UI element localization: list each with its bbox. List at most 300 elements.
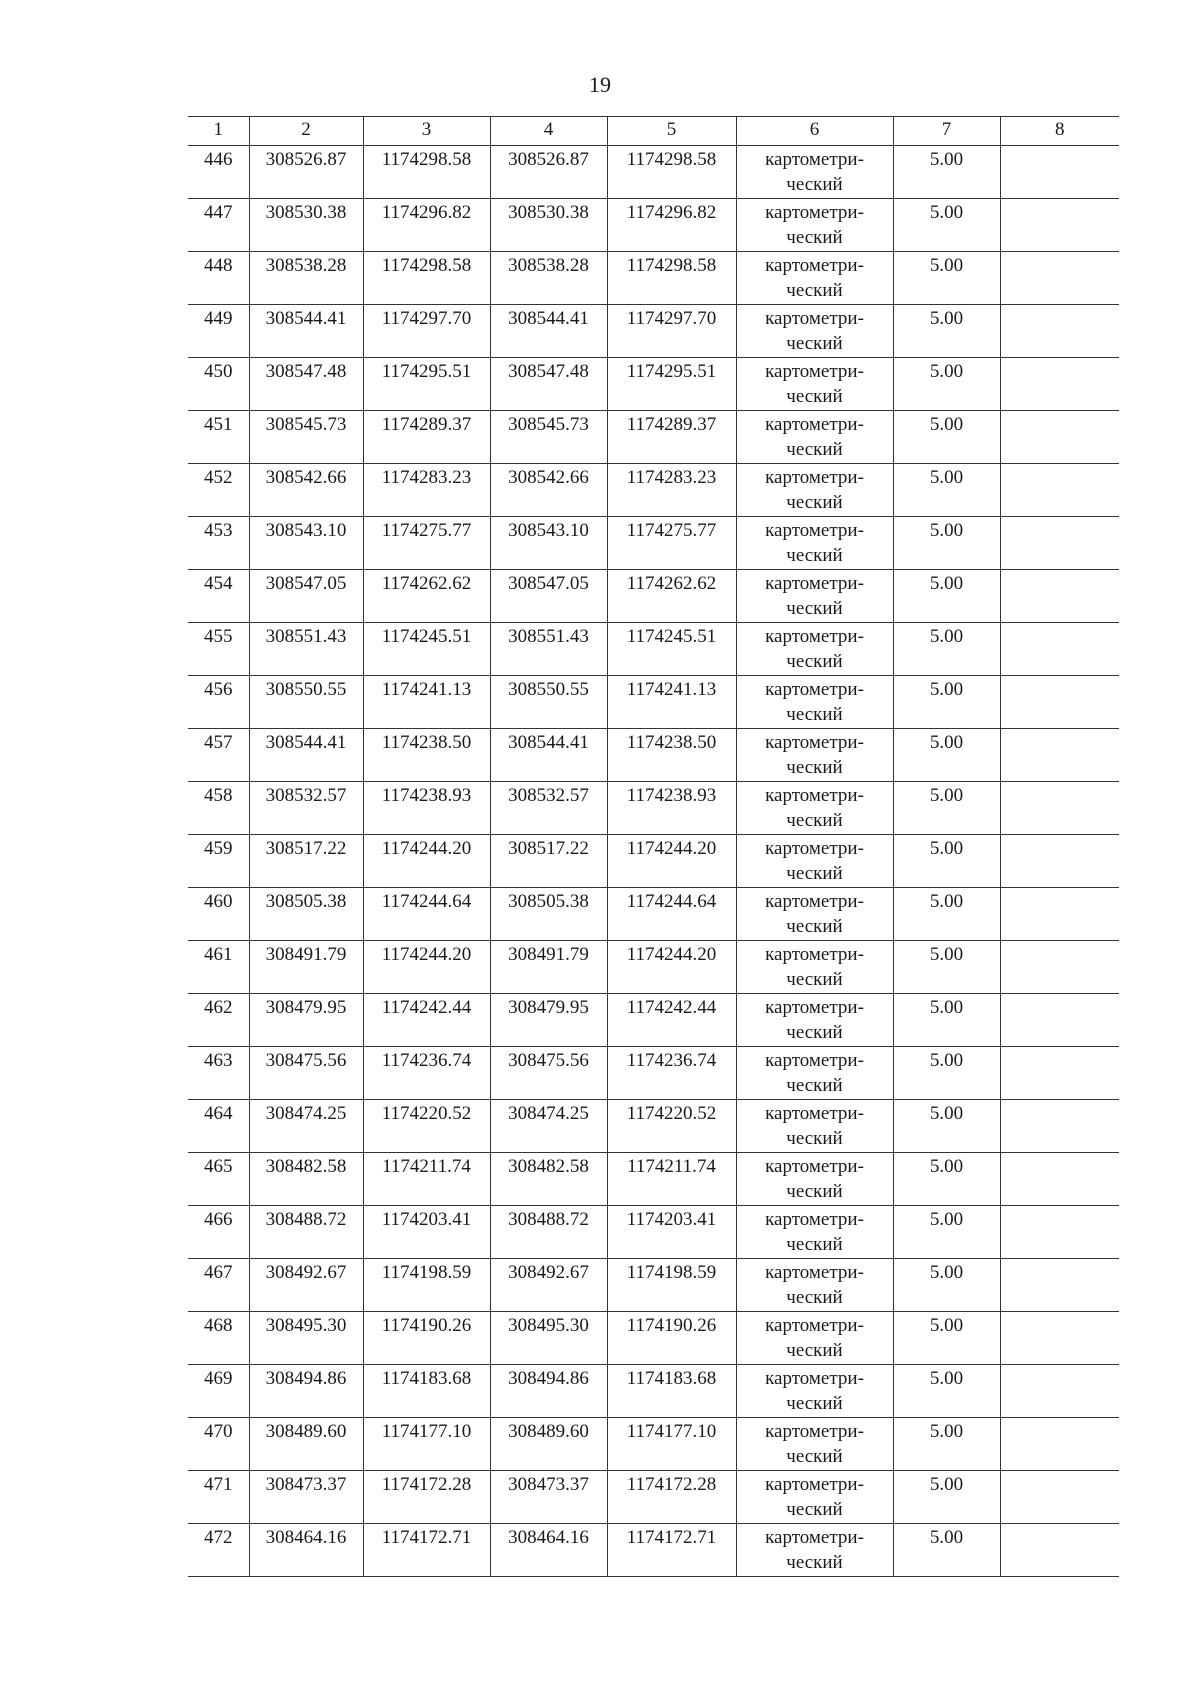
y-existing-cell: 1174296.82: [363, 199, 490, 252]
method-cell: [736, 411, 893, 464]
y-refined-cell: 1174296.82: [607, 199, 736, 252]
method-line: ческий: [786, 545, 843, 566]
method-cell: [736, 358, 893, 411]
table-row: [188, 1312, 1119, 1365]
y-refined-cell: 1174183.68: [607, 1365, 736, 1418]
y-refined-cell: 1174295.51: [607, 358, 736, 411]
method-line: ческий: [786, 651, 843, 672]
accuracy-cell: 5.00: [893, 676, 1000, 729]
table-row: [188, 888, 1119, 941]
table-row: [188, 1524, 1119, 1577]
method-cell: [736, 252, 893, 305]
method-cell: [736, 1047, 893, 1100]
x-existing-cell: 308482.58: [249, 1153, 363, 1206]
y-refined-cell: 1174238.93: [607, 782, 736, 835]
x-existing-cell: 308544.41: [249, 305, 363, 358]
y-existing-cell: 1174283.23: [363, 464, 490, 517]
note-cell: [1000, 994, 1119, 1047]
accuracy-cell: 5.00: [893, 411, 1000, 464]
method-line: картометри-: [765, 573, 864, 594]
y-refined-cell: 1174177.10: [607, 1418, 736, 1471]
method-line: ческий: [786, 1446, 843, 1467]
y-refined-cell: 1174289.37: [607, 411, 736, 464]
y-existing-cell: 1174203.41: [363, 1206, 490, 1259]
point-number-cell: 463: [188, 1047, 249, 1100]
method-line: картометри-: [765, 308, 864, 329]
method-line: ческий: [786, 174, 843, 195]
x-existing-cell: 308526.87: [249, 146, 363, 199]
header-cell: 6: [736, 117, 893, 146]
method-line: ческий: [786, 439, 843, 460]
y-refined-cell: 1174211.74: [607, 1153, 736, 1206]
table-row: [188, 729, 1119, 782]
accuracy-cell: 5.00: [893, 199, 1000, 252]
accuracy-cell: 5.00: [893, 464, 1000, 517]
y-refined-cell: 1174283.23: [607, 464, 736, 517]
point-number-cell: 457: [188, 729, 249, 782]
x-existing-cell: 308489.60: [249, 1418, 363, 1471]
method-line: ческий: [786, 1552, 843, 1573]
point-number-cell: 460: [188, 888, 249, 941]
note-cell: [1000, 835, 1119, 888]
method-line: ческий: [786, 227, 843, 248]
method-line: ческий: [786, 757, 843, 778]
accuracy-cell: 5.00: [893, 1153, 1000, 1206]
header-cell: 3: [363, 117, 490, 146]
accuracy-cell: 5.00: [893, 835, 1000, 888]
y-existing-cell: 1174236.74: [363, 1047, 490, 1100]
y-existing-cell: 1174262.62: [363, 570, 490, 623]
method-line: картометри-: [765, 1474, 864, 1495]
y-refined-cell: 1174244.20: [607, 941, 736, 994]
y-existing-cell: 1174198.59: [363, 1259, 490, 1312]
y-refined-cell: 1174241.13: [607, 676, 736, 729]
y-refined-cell: 1174236.74: [607, 1047, 736, 1100]
x-existing-cell: 308474.25: [249, 1100, 363, 1153]
method-line: картометри-: [765, 1050, 864, 1071]
x-refined-cell: 308550.55: [490, 676, 607, 729]
method-line: ческий: [786, 969, 843, 990]
method-line: картометри-: [765, 679, 864, 700]
method-line: ческий: [786, 1234, 843, 1255]
table-row: [188, 305, 1119, 358]
point-number-cell: 472: [188, 1524, 249, 1577]
point-number-cell: 469: [188, 1365, 249, 1418]
x-refined-cell: 308544.41: [490, 729, 607, 782]
method-line: картометри-: [765, 1421, 864, 1442]
table-row: [188, 941, 1119, 994]
point-number-cell: 470: [188, 1418, 249, 1471]
y-existing-cell: 1174238.93: [363, 782, 490, 835]
point-number-cell: 464: [188, 1100, 249, 1153]
accuracy-cell: 5.00: [893, 1206, 1000, 1259]
y-existing-cell: 1174211.74: [363, 1153, 490, 1206]
accuracy-cell: 5.00: [893, 1365, 1000, 1418]
x-refined-cell: 308544.41: [490, 305, 607, 358]
table-row: [188, 146, 1119, 199]
accuracy-cell: 5.00: [893, 1524, 1000, 1577]
note-cell: [1000, 1100, 1119, 1153]
y-existing-cell: 1174242.44: [363, 994, 490, 1047]
method-cell: [736, 623, 893, 676]
method-cell: [736, 835, 893, 888]
method-line: ческий: [786, 1393, 843, 1414]
table-row: [188, 1471, 1119, 1524]
x-refined-cell: 308517.22: [490, 835, 607, 888]
note-cell: [1000, 1471, 1119, 1524]
header-cell: 8: [1000, 117, 1119, 146]
x-refined-cell: 308530.38: [490, 199, 607, 252]
x-existing-cell: 308530.38: [249, 199, 363, 252]
x-refined-cell: 308489.60: [490, 1418, 607, 1471]
y-refined-cell: 1174203.41: [607, 1206, 736, 1259]
point-number-cell: 448: [188, 252, 249, 305]
point-number-cell: 452: [188, 464, 249, 517]
header-cell: 4: [490, 117, 607, 146]
method-line: ческий: [786, 1181, 843, 1202]
method-line: ческий: [786, 386, 843, 407]
accuracy-cell: 5.00: [893, 1471, 1000, 1524]
x-existing-cell: 308545.73: [249, 411, 363, 464]
y-refined-cell: 1174190.26: [607, 1312, 736, 1365]
x-existing-cell: 308532.57: [249, 782, 363, 835]
method-line: картометри-: [765, 891, 864, 912]
note-cell: [1000, 570, 1119, 623]
method-line: картометри-: [765, 1315, 864, 1336]
y-refined-cell: 1174242.44: [607, 994, 736, 1047]
y-refined-cell: 1174220.52: [607, 1100, 736, 1153]
method-cell: [736, 1100, 893, 1153]
method-cell: [736, 1418, 893, 1471]
x-existing-cell: 308494.86: [249, 1365, 363, 1418]
note-cell: [1000, 252, 1119, 305]
note-cell: [1000, 517, 1119, 570]
note-cell: [1000, 941, 1119, 994]
method-line: картометри-: [765, 1527, 864, 1548]
accuracy-cell: 5.00: [893, 517, 1000, 570]
note-cell: [1000, 1206, 1119, 1259]
table-row: [188, 464, 1119, 517]
table-row: [188, 1100, 1119, 1153]
x-refined-cell: 308473.37: [490, 1471, 607, 1524]
table-body: [188, 146, 1119, 1577]
method-line: ческий: [786, 1022, 843, 1043]
y-existing-cell: 1174289.37: [363, 411, 490, 464]
table-row: [188, 1153, 1119, 1206]
y-refined-cell: 1174262.62: [607, 570, 736, 623]
point-number-cell: 455: [188, 623, 249, 676]
method-line: картометри-: [765, 1209, 864, 1230]
x-refined-cell: 308474.25: [490, 1100, 607, 1153]
method-cell: [736, 941, 893, 994]
method-cell: [736, 729, 893, 782]
y-existing-cell: 1174297.70: [363, 305, 490, 358]
note-cell: [1000, 1365, 1119, 1418]
x-existing-cell: 308542.66: [249, 464, 363, 517]
note-cell: [1000, 199, 1119, 252]
y-existing-cell: 1174220.52: [363, 1100, 490, 1153]
point-number-cell: 456: [188, 676, 249, 729]
y-refined-cell: 1174172.28: [607, 1471, 736, 1524]
y-existing-cell: 1174245.51: [363, 623, 490, 676]
note-cell: [1000, 305, 1119, 358]
x-refined-cell: 308494.86: [490, 1365, 607, 1418]
note-cell: [1000, 411, 1119, 464]
method-line: ческий: [786, 1499, 843, 1520]
x-refined-cell: 308532.57: [490, 782, 607, 835]
method-line: картометри-: [765, 467, 864, 488]
page-number: 19: [589, 72, 611, 97]
point-number-cell: 468: [188, 1312, 249, 1365]
method-line: картометри-: [765, 944, 864, 965]
y-refined-cell: 1174244.20: [607, 835, 736, 888]
method-cell: [736, 464, 893, 517]
point-number-cell: 458: [188, 782, 249, 835]
x-refined-cell: 308547.05: [490, 570, 607, 623]
method-cell: [736, 1259, 893, 1312]
method-cell: [736, 888, 893, 941]
point-number-cell: 471: [188, 1471, 249, 1524]
method-line: ческий: [786, 598, 843, 619]
note-cell: [1000, 888, 1119, 941]
accuracy-cell: 5.00: [893, 570, 1000, 623]
x-existing-cell: 308473.37: [249, 1471, 363, 1524]
point-number-cell: 450: [188, 358, 249, 411]
note-cell: [1000, 464, 1119, 517]
method-cell: [736, 1365, 893, 1418]
y-existing-cell: 1174183.68: [363, 1365, 490, 1418]
method-line: ческий: [786, 280, 843, 301]
x-refined-cell: 308464.16: [490, 1524, 607, 1577]
method-line: ческий: [786, 916, 843, 937]
note-cell: [1000, 1312, 1119, 1365]
method-cell: [736, 146, 893, 199]
method-cell: [736, 676, 893, 729]
point-number-cell: 449: [188, 305, 249, 358]
method-line: картометри-: [765, 414, 864, 435]
table-row: [188, 994, 1119, 1047]
y-existing-cell: 1174172.71: [363, 1524, 490, 1577]
table-row: [188, 1047, 1119, 1100]
method-line: картометри-: [765, 255, 864, 276]
x-refined-cell: 308475.56: [490, 1047, 607, 1100]
y-existing-cell: 1174190.26: [363, 1312, 490, 1365]
y-refined-cell: 1174275.77: [607, 517, 736, 570]
accuracy-cell: 5.00: [893, 1259, 1000, 1312]
x-existing-cell: 308538.28: [249, 252, 363, 305]
coordinates-table: [188, 116, 1119, 1577]
method-line: ческий: [786, 704, 843, 725]
y-existing-cell: 1174244.20: [363, 941, 490, 994]
table-row: [188, 782, 1119, 835]
x-existing-cell: 308544.41: [249, 729, 363, 782]
method-line: картометри-: [765, 361, 864, 382]
y-refined-cell: 1174298.58: [607, 146, 736, 199]
x-existing-cell: 308492.67: [249, 1259, 363, 1312]
point-number-cell: 453: [188, 517, 249, 570]
x-refined-cell: 308542.66: [490, 464, 607, 517]
method-line: картометри-: [765, 1262, 864, 1283]
method-line: картометри-: [765, 520, 864, 541]
x-refined-cell: 308492.67: [490, 1259, 607, 1312]
accuracy-cell: 5.00: [893, 1047, 1000, 1100]
y-existing-cell: 1174172.28: [363, 1471, 490, 1524]
y-existing-cell: 1174275.77: [363, 517, 490, 570]
note-cell: [1000, 1524, 1119, 1577]
table-row: [188, 358, 1119, 411]
x-refined-cell: 308495.30: [490, 1312, 607, 1365]
y-refined-cell: 1174172.71: [607, 1524, 736, 1577]
x-existing-cell: 308517.22: [249, 835, 363, 888]
method-line: картометри-: [765, 1103, 864, 1124]
method-line: картометри-: [765, 732, 864, 753]
x-refined-cell: 308491.79: [490, 941, 607, 994]
method-cell: [736, 570, 893, 623]
note-cell: [1000, 1259, 1119, 1312]
method-line: ческий: [786, 1075, 843, 1096]
note-cell: [1000, 146, 1119, 199]
accuracy-cell: 5.00: [893, 252, 1000, 305]
method-line: картометри-: [765, 149, 864, 170]
x-existing-cell: 308488.72: [249, 1206, 363, 1259]
x-existing-cell: 308547.05: [249, 570, 363, 623]
accuracy-cell: 5.00: [893, 888, 1000, 941]
y-refined-cell: 1174198.59: [607, 1259, 736, 1312]
method-line: картометри-: [765, 202, 864, 223]
y-existing-cell: 1174244.20: [363, 835, 490, 888]
x-refined-cell: 308545.73: [490, 411, 607, 464]
method-cell: [736, 1206, 893, 1259]
method-cell: [736, 1471, 893, 1524]
x-existing-cell: 308495.30: [249, 1312, 363, 1365]
table-row: [188, 517, 1119, 570]
method-cell: [736, 305, 893, 358]
table-row: [188, 570, 1119, 623]
y-refined-cell: 1174238.50: [607, 729, 736, 782]
method-line: ческий: [786, 1128, 843, 1149]
method-line: ческий: [786, 1287, 843, 1308]
x-existing-cell: 308464.16: [249, 1524, 363, 1577]
x-refined-cell: 308488.72: [490, 1206, 607, 1259]
y-refined-cell: 1174297.70: [607, 305, 736, 358]
method-line: картометри-: [765, 997, 864, 1018]
method-cell: [736, 1312, 893, 1365]
x-existing-cell: 308550.55: [249, 676, 363, 729]
x-refined-cell: 308538.28: [490, 252, 607, 305]
method-line: ческий: [786, 1340, 843, 1361]
x-existing-cell: 308551.43: [249, 623, 363, 676]
y-existing-cell: 1174298.58: [363, 146, 490, 199]
table-header-row: [188, 117, 1119, 146]
x-existing-cell: 308505.38: [249, 888, 363, 941]
table-row: [188, 1259, 1119, 1312]
note-cell: [1000, 1047, 1119, 1100]
point-number-cell: 454: [188, 570, 249, 623]
point-number-cell: 459: [188, 835, 249, 888]
method-cell: [736, 1153, 893, 1206]
x-refined-cell: 308547.48: [490, 358, 607, 411]
table-row: [188, 1418, 1119, 1471]
table-row: [188, 1365, 1119, 1418]
x-existing-cell: 308543.10: [249, 517, 363, 570]
method-cell: [736, 1524, 893, 1577]
note-cell: [1000, 1153, 1119, 1206]
point-number-cell: 447: [188, 199, 249, 252]
point-number-cell: 462: [188, 994, 249, 1047]
header-cell: 1: [188, 117, 249, 146]
note-cell: [1000, 782, 1119, 835]
x-existing-cell: 308479.95: [249, 994, 363, 1047]
point-number-cell: 446: [188, 146, 249, 199]
method-line: картометри-: [765, 785, 864, 806]
x-refined-cell: 308526.87: [490, 146, 607, 199]
accuracy-cell: 5.00: [893, 146, 1000, 199]
x-refined-cell: 308482.58: [490, 1153, 607, 1206]
accuracy-cell: 5.00: [893, 782, 1000, 835]
accuracy-cell: 5.00: [893, 358, 1000, 411]
header-cell: 2: [249, 117, 363, 146]
point-number-cell: 451: [188, 411, 249, 464]
x-existing-cell: 308491.79: [249, 941, 363, 994]
accuracy-cell: 5.00: [893, 1312, 1000, 1365]
method-line: ческий: [786, 492, 843, 513]
table-row: [188, 1206, 1119, 1259]
x-existing-cell: 308475.56: [249, 1047, 363, 1100]
y-existing-cell: 1174244.64: [363, 888, 490, 941]
x-refined-cell: 308505.38: [490, 888, 607, 941]
y-existing-cell: 1174238.50: [363, 729, 490, 782]
table-row: [188, 835, 1119, 888]
y-refined-cell: 1174244.64: [607, 888, 736, 941]
point-number-cell: 465: [188, 1153, 249, 1206]
note-cell: [1000, 1418, 1119, 1471]
accuracy-cell: 5.00: [893, 1100, 1000, 1153]
method-line: ческий: [786, 333, 843, 354]
accuracy-cell: 5.00: [893, 729, 1000, 782]
y-refined-cell: 1174298.58: [607, 252, 736, 305]
method-line: картометри-: [765, 1156, 864, 1177]
accuracy-cell: 5.00: [893, 941, 1000, 994]
x-refined-cell: 308551.43: [490, 623, 607, 676]
table-row: [188, 676, 1119, 729]
header-cell: 5: [607, 117, 736, 146]
point-number-cell: 461: [188, 941, 249, 994]
note-cell: [1000, 358, 1119, 411]
accuracy-cell: 5.00: [893, 994, 1000, 1047]
point-number-cell: 466: [188, 1206, 249, 1259]
y-existing-cell: 1174298.58: [363, 252, 490, 305]
x-existing-cell: 308547.48: [249, 358, 363, 411]
accuracy-cell: 5.00: [893, 1418, 1000, 1471]
method-cell: [736, 782, 893, 835]
table-row: [188, 623, 1119, 676]
accuracy-cell: 5.00: [893, 623, 1000, 676]
note-cell: [1000, 623, 1119, 676]
note-cell: [1000, 676, 1119, 729]
header-cell: 7: [893, 117, 1000, 146]
method-cell: [736, 517, 893, 570]
y-existing-cell: 1174241.13: [363, 676, 490, 729]
y-existing-cell: 1174177.10: [363, 1418, 490, 1471]
method-line: ческий: [786, 810, 843, 831]
table-row: [188, 199, 1119, 252]
y-refined-cell: 1174245.51: [607, 623, 736, 676]
note-cell: [1000, 729, 1119, 782]
table-row: [188, 411, 1119, 464]
method-line: ческий: [786, 863, 843, 884]
y-existing-cell: 1174295.51: [363, 358, 490, 411]
table-row: [188, 252, 1119, 305]
